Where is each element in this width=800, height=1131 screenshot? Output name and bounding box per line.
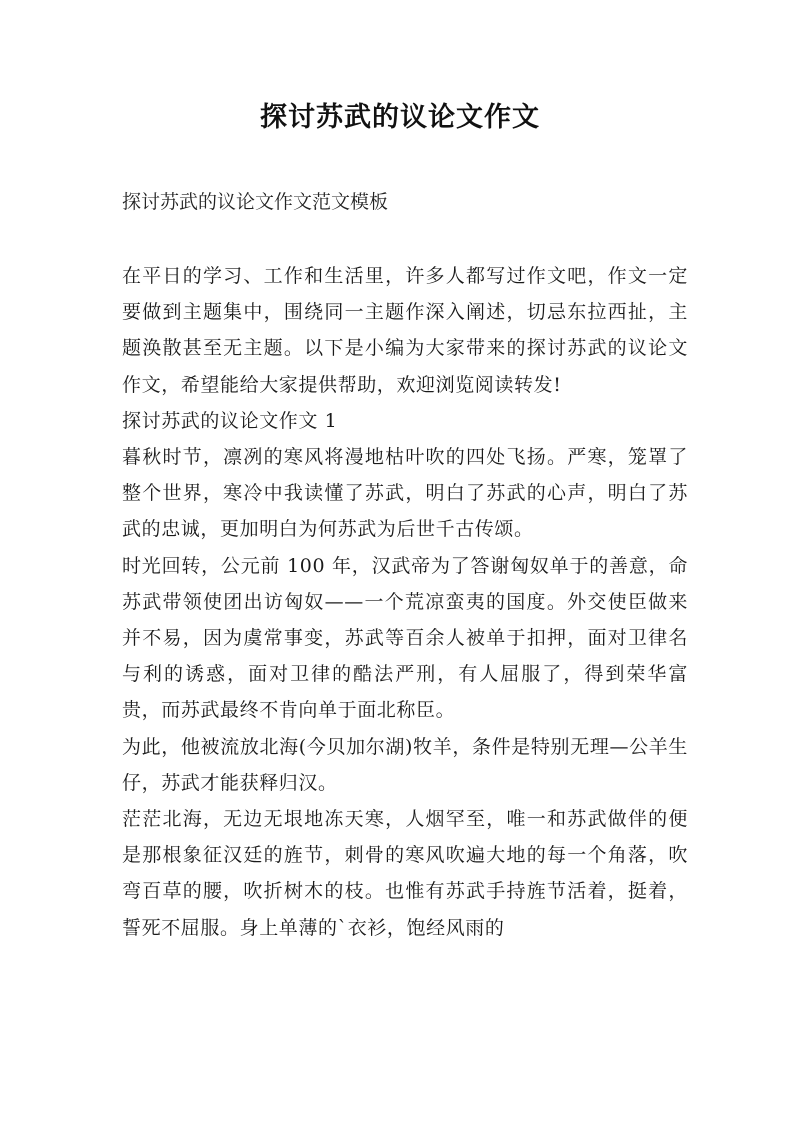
paragraph: 时光回转，公元前 100 年，汉武帝为了答谢匈奴单于的善意，命苏武带领使团出访匈奴——一个荒凉蛮夷的国度。外交使臣做来并不易，因为虞常事变，苏武等百余人被单于扣押，面对卫律名与利的诱惑，面对卫律的酷法严刑，有人屈服了，得到荣华富贵，而苏武最终不肯向单于面北称臣。 bbox=[122, 554, 688, 722]
section-heading: 探讨苏武的议论文作文 1 bbox=[122, 409, 338, 432]
document-title: 探讨苏武的议论文作文 bbox=[260, 102, 540, 133]
paragraph: 为此，他被流放北海(今贝加尔湖)牧羊，条件是特别无理—公羊生仔，苏武才能获释归汉。 bbox=[122, 735, 688, 794]
paragraph: 暮秋时节，凛冽的寒风将漫地枯叶吹的四处飞扬。严寒，笼罩了整个世界，寒冷中我读懂了苏武，明白了苏武的心声，明白了苏武的忠诚，更加明白为何苏武为后世千古传颂。 bbox=[122, 446, 688, 541]
document-body bbox=[122, 258, 688, 946]
paragraph-intro: 在平日的学习、工作和生活里，许多人都写过作文吧，作文一定要做到主题集中，围绕同一主题作深入阐述，切忌东拉西扯，主题涣散甚至无主题。以下是小编为大家带来的探讨苏武的议论文作文，希望能给大家提供帮助，欢迎浏览阅读转发! bbox=[122, 265, 688, 396]
paragraph: 茫茫北海，无边无垠地冻天寒，人烟罕至，唯一和苏武做伴的便是那根象征汉廷的旌节，刺骨的寒风吹遍大地的每一个角落，吹弯百草的腰，吹折树木的枝。也惟有苏武手持旌节活着，挺着，誓死不屈服。身上单薄的`衣衫，饱经风雨的 bbox=[122, 808, 688, 939]
document-subtitle: 探讨苏武的议论文作文范文模板 bbox=[122, 191, 389, 213]
